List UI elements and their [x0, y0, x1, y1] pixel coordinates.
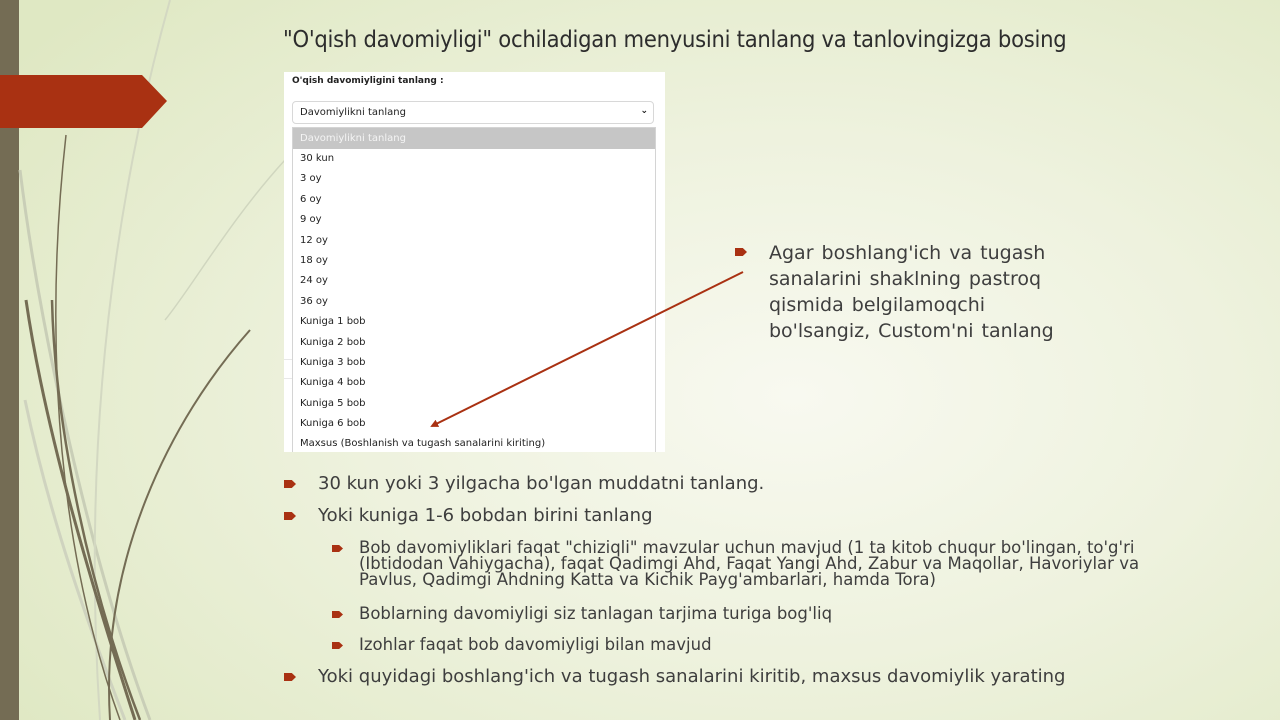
option-kuniga-4-bob[interactable]: Kuniga 4 bob: [300, 377, 366, 389]
option-12-oy[interactable]: 12 oy: [300, 234, 328, 246]
duration-options-list[interactable]: [292, 127, 656, 452]
bullet-arrow-icon: [332, 642, 343, 649]
list-item-text: Yoki kuniga 1-6 bobdan birini tanlang: [318, 505, 653, 526]
list-item-text: Boblarning davomiyligi siz tanlagan tarjima turiga bog'liq: [359, 604, 833, 623]
option-6-oy[interactable]: 6 oy: [300, 193, 322, 205]
option-kuniga-6-bob[interactable]: Kuniga 6 bob: [300, 418, 366, 430]
dropdown-screenshot: [284, 72, 665, 452]
bullet-arrow-icon: [735, 248, 747, 256]
bullet-arrow-icon: [332, 545, 343, 552]
bullet-arrow-icon: [332, 611, 343, 618]
option-maxsus[interactable]: Maxsus (Boshlanish va tugash sanalarini kiriting): [300, 438, 546, 450]
list-item-text: Yoki quyidagi boshlang'ich va tugash sanalarini kiritib, maxsus davomiylik yarating: [318, 666, 1066, 687]
option-kuniga-1-bob[interactable]: Kuniga 1 bob: [300, 316, 366, 328]
option-36-oy[interactable]: 36 oy: [300, 295, 328, 307]
option-kuniga-3-bob[interactable]: Kuniga 3 bob: [300, 356, 366, 368]
option-9-oy[interactable]: 9 oy: [300, 214, 322, 226]
option-3-oy[interactable]: 3 oy: [300, 173, 322, 185]
slide-title: "O'qish davomiyligi" ochiladigan menyusini tanlang va tanlovingizga bosing: [283, 27, 1067, 53]
option-kuniga-5-bob[interactable]: Kuniga 5 bob: [300, 397, 366, 409]
list-item-text: 30 kun yoki 3 yilgacha bo'lgan muddatni tanlang.: [318, 473, 765, 494]
option-kuniga-2-bob[interactable]: Kuniga 2 bob: [300, 336, 366, 348]
select-value: Davomiylikni tanlang: [300, 107, 406, 118]
list-item-text: Bob davomiyliklari faqat "chiziqli" mavzular uchun mavjud (1 ta kitob chuqur bo'lingan, to'g'ri (Ibtidodan Vahiygacha), faqat Qadimgi Ahd, Faqat Yangi Ahd, Zabur va Maqollar, Havoriylar va Pavlus, Qadimgi Ahdning Katta va Kichik Payg'ambarlari, hamda Tora): [359, 538, 1140, 589]
option-24-oy[interactable]: 24 oy: [300, 275, 328, 287]
option-30-kun[interactable]: 30 kun: [300, 153, 335, 164]
chevron-down-icon: ⌄: [640, 106, 648, 116]
duration-select[interactable]: [292, 101, 654, 124]
option-default[interactable]: Davomiylikni tanlang: [293, 128, 655, 149]
title-banner-arrow: [0, 75, 167, 128]
duration-label: O'qish davomiyligini tanlang :: [292, 76, 444, 86]
callout-text: Agar boshlang'ich va tugash sanalarini shaklning pastroq qismida belgilamoqchi bo'lsangiz, Custom'ni tanlang: [769, 242, 1054, 342]
list-item-text: Izohlar faqat bob davomiyligi bilan mavjud: [359, 635, 712, 654]
option-18-oy[interactable]: 18 oy: [300, 254, 328, 266]
